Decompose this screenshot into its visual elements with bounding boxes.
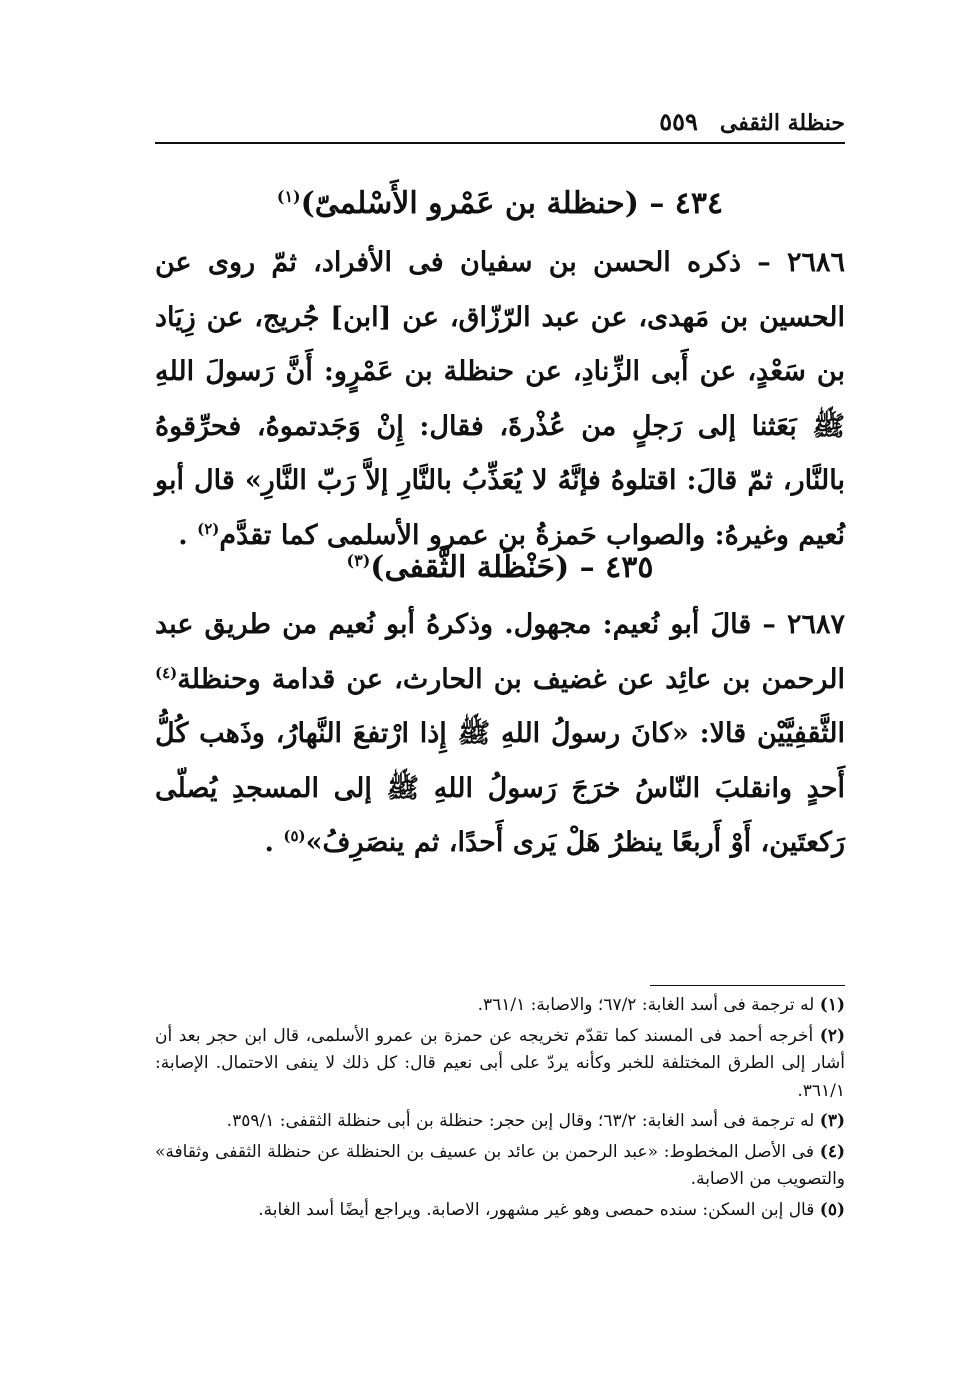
footnote-ref: (٢)	[197, 519, 220, 538]
entry-body-end: .	[178, 519, 198, 551]
entry-body-end: .	[264, 827, 284, 858]
footnote-text: فى الأصل المخطوط: «عبد الرحمن بن عائد بن عسيف بن الحنظلة عن حنظلة الثقفى وثقافة» والتصويب من الاصابة.	[155, 1141, 845, 1189]
footnote-text: قال إبن السكن: سنده حمصى وهو غير مشهور، الاصابة. ويراجع أيضًا أسد الغابة.	[258, 1199, 815, 1220]
footnote-text: أخرجه أحمد فى المسند كما تقدّم تخريجه عن حمزة بن عمرو الأسلمى، قال ابن حجر بعد أن أشار إلى الطرق المختلفة للخبر وكأنه يردّ على أبى نعيم قال: كل ذلك لا ينفى الاحتمال. الإصابة: ٣٦١/١.	[155, 1025, 845, 1101]
entry-heading-435	[155, 550, 845, 585]
footnote-ref: (١)	[276, 187, 301, 206]
entry-heading-text: ٤٣٥ – (حَنْظَلة الثَّقفى)	[370, 550, 654, 585]
entry-body-text: ٢٦٨٦ – ذكره الحسن بن سفيان فى الأفراد، ثمّ روى عن الحسين بن مَهدى، عن عبد الرّزّاق، عن [ابن] جُريج، عن زِيَاد بن سَعْدٍ، عن أَبى الزِّنادِ، عن حنظلة بن عَمْرٍو: أَنَّ رَسولَ اللهِ ﷺ بَعَثنا إلى رَجلٍ من عُذْرةَ، فقال: إِنْ وَجَدتموهُ، فحرِّقوهُ بالنَّار، ثمّ قالَ: اقتلوهُ فإنَّهُ لا يُعَذِّبُ بالنَّارِ إلاَّ رَبّ النَّارِ» قال أبو نُعيم وغيرهُ: والصواب حَمزةُ بن عمرو الأسلمى كما تقدَّم	[155, 247, 845, 551]
footnote-ref: (٥)	[283, 827, 306, 845]
entry-body-2687	[155, 598, 845, 871]
footnote-number: (١)	[819, 995, 845, 1015]
footnote-number: (٣)	[819, 1111, 845, 1131]
footnote-item	[155, 1197, 845, 1225]
footnote-text: له ترجمة فى أسد الغابة: ٦٣/٢؛ وقال إبن حجر: حنظلة بن أبى حنظلة الثقفى: ٣٥٩/١.	[226, 1111, 815, 1131]
footnote-item	[155, 1023, 845, 1106]
footnote-ref: (٤)	[155, 663, 178, 682]
footnote-text: له ترجمة فى أسد الغابة: ٦٧/٢؛ والاصابة: ٣٦١/١.	[477, 995, 815, 1015]
footnote-item	[155, 1139, 845, 1194]
entry-body-continuation: الثَّقفِيَّيْن قالا: «كانَ رسولُ اللهِ ﷺ إِذا ارْتفعَ النَّهارُ، وذَهب كُلُّ أَحدٍ وانقلبَ النّاسُ خرَجَ رَسولُ اللهِ ﷺ إلى المسجدِ يُصلّى رَكعتَين، أَوْ أَربعًا ينظرُ هَلْ يَرى أَحدًا، ثم ينصَرِفُ»	[155, 718, 845, 858]
footnote-number: (٥)	[819, 1199, 845, 1220]
entry-body-2686	[155, 236, 845, 563]
footnote-item	[155, 1108, 845, 1136]
entry-heading-text: ٤٣٤ – (حنظلة بن عَمْرو الأَسْلمىّ)	[300, 186, 724, 221]
running-head	[155, 98, 845, 144]
footnote-divider	[650, 985, 845, 986]
entry-body-text: ٢٦٨٧ – قالَ أبو نُعيم: مجهول. وذكرهُ أبو نُعيم من طريق عبد الرحمن بن عائِد عن غضيف بن الحارث، عن قدامة وحنظلة	[155, 609, 845, 695]
footnote-ref: (٣)	[346, 551, 371, 570]
running-head-title: حنظلة الثقفى	[719, 110, 845, 136]
footnote-number: (٢)	[819, 1025, 846, 1046]
entry-heading-434	[155, 186, 845, 221]
footnote-item	[155, 992, 845, 1020]
page-number: ٥٥٩	[659, 107, 698, 136]
footnotes	[155, 992, 845, 1227]
footnote-number: (٤)	[819, 1141, 846, 1162]
